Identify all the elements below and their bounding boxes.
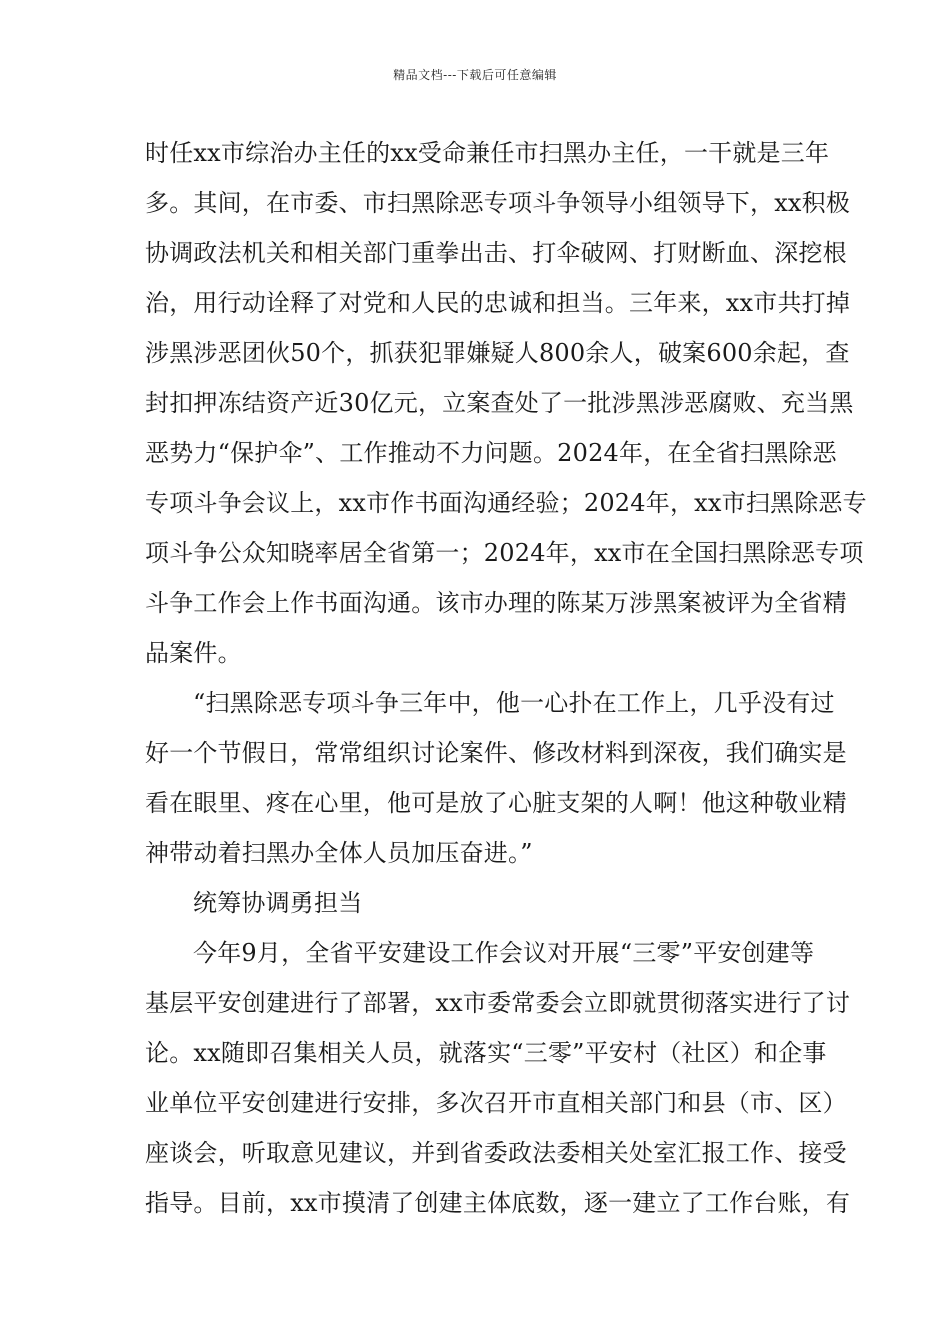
body-line: 恶势力“保护伞”、工作推动不力问题。2024年，在全省扫黑除恶 bbox=[145, 439, 837, 467]
body-line: 项斗争公众知晓率居全省第一；2024年，xx市在全国扫黑除恶专项 bbox=[145, 539, 864, 567]
body-line: 斗争工作会上作书面沟通。该市办理的陈某万涉黑案被评为全省精 bbox=[145, 589, 847, 617]
page-header: 精品文档---下载后可任意编辑 bbox=[393, 68, 557, 82]
body-line: 专项斗争会议上，xx市作书面沟通经验；2024年，xx市扫黑除恶专 bbox=[145, 489, 867, 517]
body-line: 指导。目前，xx市摸清了创建主体底数，逐一建立了工作台账，有 bbox=[145, 1189, 851, 1217]
body-line: 神带动着扫黑办全体人员加压奋进。” bbox=[145, 839, 533, 867]
body-line: 多。其间，在市委、市扫黑除恶专项斗争领导小组领导下，xx积极 bbox=[145, 189, 851, 217]
body-line: 品案件。 bbox=[145, 639, 242, 667]
body-line: 协调政法机关和相关部门重拳出击、打伞破网、打财断血、深挖根 bbox=[145, 239, 847, 267]
body-line: “扫黑除恶专项斗争三年中，他一心扑在工作上，几乎没有过 bbox=[193, 689, 835, 717]
body-line: 涉黑涉恶团伙50个，抓获犯罪嫌疑人800余人，破案600余起，查 bbox=[145, 339, 850, 367]
section-heading: 统筹协调勇担当 bbox=[193, 889, 363, 917]
body-line: 今年9月，全省平安建设工作会议对开展“三零”平安创建等 bbox=[193, 939, 815, 967]
body-line: 时任xx市综治办主任的xx受命兼任市扫黑办主任，一干就是三年 bbox=[145, 139, 830, 167]
body-line: 好一个节假日，常常组织讨论案件、修改材料到深夜，我们确实是 bbox=[145, 739, 847, 767]
body-line: 论。xx随即召集相关人员，就落实“三零”平安村（社区）和企事 bbox=[145, 1039, 827, 1067]
body-line: 基层平安创建进行了部署，xx市委常委会立即就贯彻落实进行了讨 bbox=[145, 989, 851, 1017]
body-line: 座谈会，听取意见建议，并到省委政法委相关处室汇报工作、接受 bbox=[145, 1139, 847, 1167]
body-line: 封扣押冻结资产近30亿元，立案查处了一批涉黑涉恶腐败、充当黑 bbox=[145, 389, 854, 417]
body-line: 治，用行动诠释了对党和人民的忠诚和担当。三年来，xx市共打掉 bbox=[145, 289, 851, 317]
body-line: 业单位平安创建进行安排，多次召开市直相关部门和县（市、区） bbox=[145, 1089, 847, 1117]
body-line: 看在眼里、疼在心里，他可是放了心脏支架的人啊！他这种敬业精 bbox=[145, 789, 847, 817]
